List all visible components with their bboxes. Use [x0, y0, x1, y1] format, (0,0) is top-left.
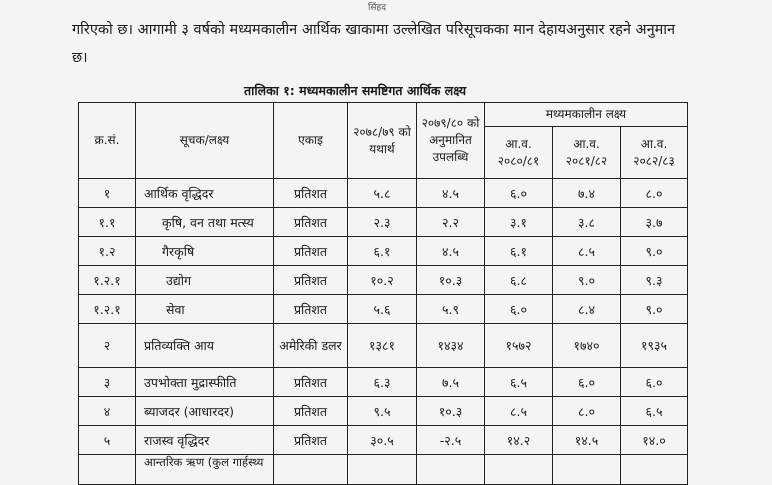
cell-year-3: ३.७ — [621, 208, 688, 237]
table-row — [79, 208, 688, 237]
cell-year-2: ६.० — [553, 368, 621, 397]
cell-serial: १.२ — [79, 237, 136, 266]
table-row — [79, 295, 688, 324]
table-row — [79, 237, 688, 266]
cell-serial: १.२.१ — [79, 295, 136, 324]
cell-estimated: ५.९ — [417, 295, 485, 324]
cell-unit: प्रतिशत — [274, 368, 348, 397]
cell-actual: २.३ — [348, 208, 417, 237]
cell-year-2: ९.० — [553, 266, 621, 295]
cell-indicator: ब्याजदर (आधारदर) — [136, 397, 274, 426]
cell-serial: २ — [79, 324, 136, 368]
cell-estimated: २.२ — [417, 208, 485, 237]
cell-actual: ५.८ — [348, 179, 417, 208]
cell-indicator-partial: आन्तरिक ऋण (कुल गार्हस्थ्य — [144, 454, 264, 469]
cell-year-1: १४.२ — [485, 426, 553, 455]
cell-estimated: ४.५ — [417, 179, 485, 208]
table-row — [79, 397, 688, 426]
cell-indicator: आर्थिक वृद्धिदर — [136, 179, 274, 208]
intro-paragraph — [72, 16, 712, 72]
cell-unit: प्रतिशत — [274, 237, 348, 266]
page-top-mark: सिंहद — [368, 3, 386, 13]
header-estimated: २०७९/८० को अनुमानित उपलब्धि — [417, 103, 485, 179]
cell-serial: ५ — [79, 426, 136, 455]
header-actual: २०७८/७९ को यथार्थ — [348, 103, 417, 179]
cell-actual: ६.१ — [348, 237, 417, 266]
header-midterm-group: मध्यमकालीन लक्ष्य — [485, 103, 688, 127]
cell-year-2: ७.४ — [553, 179, 621, 208]
cell-year-1: ३.१ — [485, 208, 553, 237]
cell-year-2: ३.८ — [553, 208, 621, 237]
cell-indicator: राजस्व वृद्धिदर — [136, 426, 274, 455]
table-row — [79, 324, 688, 368]
header-year-1: आ.व. २०८०/८१ — [485, 127, 553, 179]
cell-unit: प्रतिशत — [274, 397, 348, 426]
cell-indicator: सेवा — [136, 295, 274, 324]
macro-targets-table — [78, 102, 688, 485]
cell-year-1: ६.० — [485, 179, 553, 208]
cell-unit: प्रतिशत — [274, 208, 348, 237]
table-row-partial — [79, 455, 688, 485]
cell-indicator: उद्योग — [136, 266, 274, 295]
paragraph-line-2: छ। — [72, 50, 88, 66]
cell-estimated: ४.५ — [417, 237, 485, 266]
cell-indicator: गैरकृषि — [136, 237, 274, 266]
cell-year-1: १५७२ — [485, 324, 553, 368]
cell-actual: ९.५ — [348, 397, 417, 426]
cell-year-3: ९.३ — [621, 266, 688, 295]
header-year-3: आ.व. २०८२/८३ — [621, 127, 688, 179]
cell-year-3: ९.० — [621, 295, 688, 324]
cell-year-3: ६.० — [621, 368, 688, 397]
cell-actual: १३८१ — [348, 324, 417, 368]
cell-estimated: १०.३ — [417, 397, 485, 426]
cell-year-1: ६.५ — [485, 368, 553, 397]
header-unit: एकाइ — [274, 103, 348, 179]
cell-indicator: कृषि, वन तथा मत्स्य — [136, 208, 274, 237]
cell-year-1: ६.१ — [485, 237, 553, 266]
cell-year-3: १९३५ — [621, 324, 688, 368]
header-serial: क्र.सं. — [79, 103, 136, 179]
header-year-2: आ.व. २०८१/८२ — [553, 127, 621, 179]
cell-actual: १०.२ — [348, 266, 417, 295]
cell-estimated: १०.३ — [417, 266, 485, 295]
cell-indicator: प्रतिव्यक्ति आय — [136, 324, 274, 368]
cell-unit: प्रतिशत — [274, 426, 348, 455]
cell-year-3: १४.० — [621, 426, 688, 455]
cell-serial: १ — [79, 179, 136, 208]
header-indicator: सूचक/लक्ष्य — [136, 103, 274, 179]
cell-year-3: ६.५ — [621, 397, 688, 426]
cell-serial: ४ — [79, 397, 136, 426]
cell-year-2: ८.४ — [553, 295, 621, 324]
table-row — [79, 266, 688, 295]
cell-estimated: १४३४ — [417, 324, 485, 368]
cell-unit: प्रतिशत — [274, 179, 348, 208]
cell-year-2: ८.५ — [553, 237, 621, 266]
cell-serial: १.२.१ — [79, 266, 136, 295]
cell-year-3: ९.० — [621, 237, 688, 266]
cell-year-2: ८.० — [553, 397, 621, 426]
cell-estimated: -२.५ — [417, 426, 485, 455]
paragraph-line-1: गरिएको छ। आगामी ३ वर्षको मध्यमकालीन आर्थिक खाकामा उल्लेखित परिसूचकका मान देहायअनुसार रहने अनुमान — [72, 22, 676, 38]
cell-indicator: उपभोक्ता मुद्रास्फीति — [136, 368, 274, 397]
cell-actual: ६.३ — [348, 368, 417, 397]
table-row — [79, 368, 688, 397]
cell-year-1: ६.८ — [485, 266, 553, 295]
cell-unit: प्रतिशत — [274, 295, 348, 324]
cell-year-1: ८.५ — [485, 397, 553, 426]
cell-year-2: १४.५ — [553, 426, 621, 455]
cell-year-2: १७४० — [553, 324, 621, 368]
cell-actual: ५.६ — [348, 295, 417, 324]
table-row — [79, 426, 688, 455]
cell-actual: ३०.५ — [348, 426, 417, 455]
table-row — [79, 179, 688, 208]
cell-serial: ३ — [79, 368, 136, 397]
cell-serial: १.१ — [79, 208, 136, 237]
cell-year-3: ८.० — [621, 179, 688, 208]
cell-year-1: ६.० — [485, 295, 553, 324]
cell-unit: अमेरिकी डलर — [274, 324, 348, 368]
cell-unit: प्रतिशत — [274, 266, 348, 295]
table-caption: तालिका १: मध्यमकालीन समष्टिगत आर्थिक लक्ष्य — [244, 83, 467, 98]
cell-estimated: ७.५ — [417, 368, 485, 397]
